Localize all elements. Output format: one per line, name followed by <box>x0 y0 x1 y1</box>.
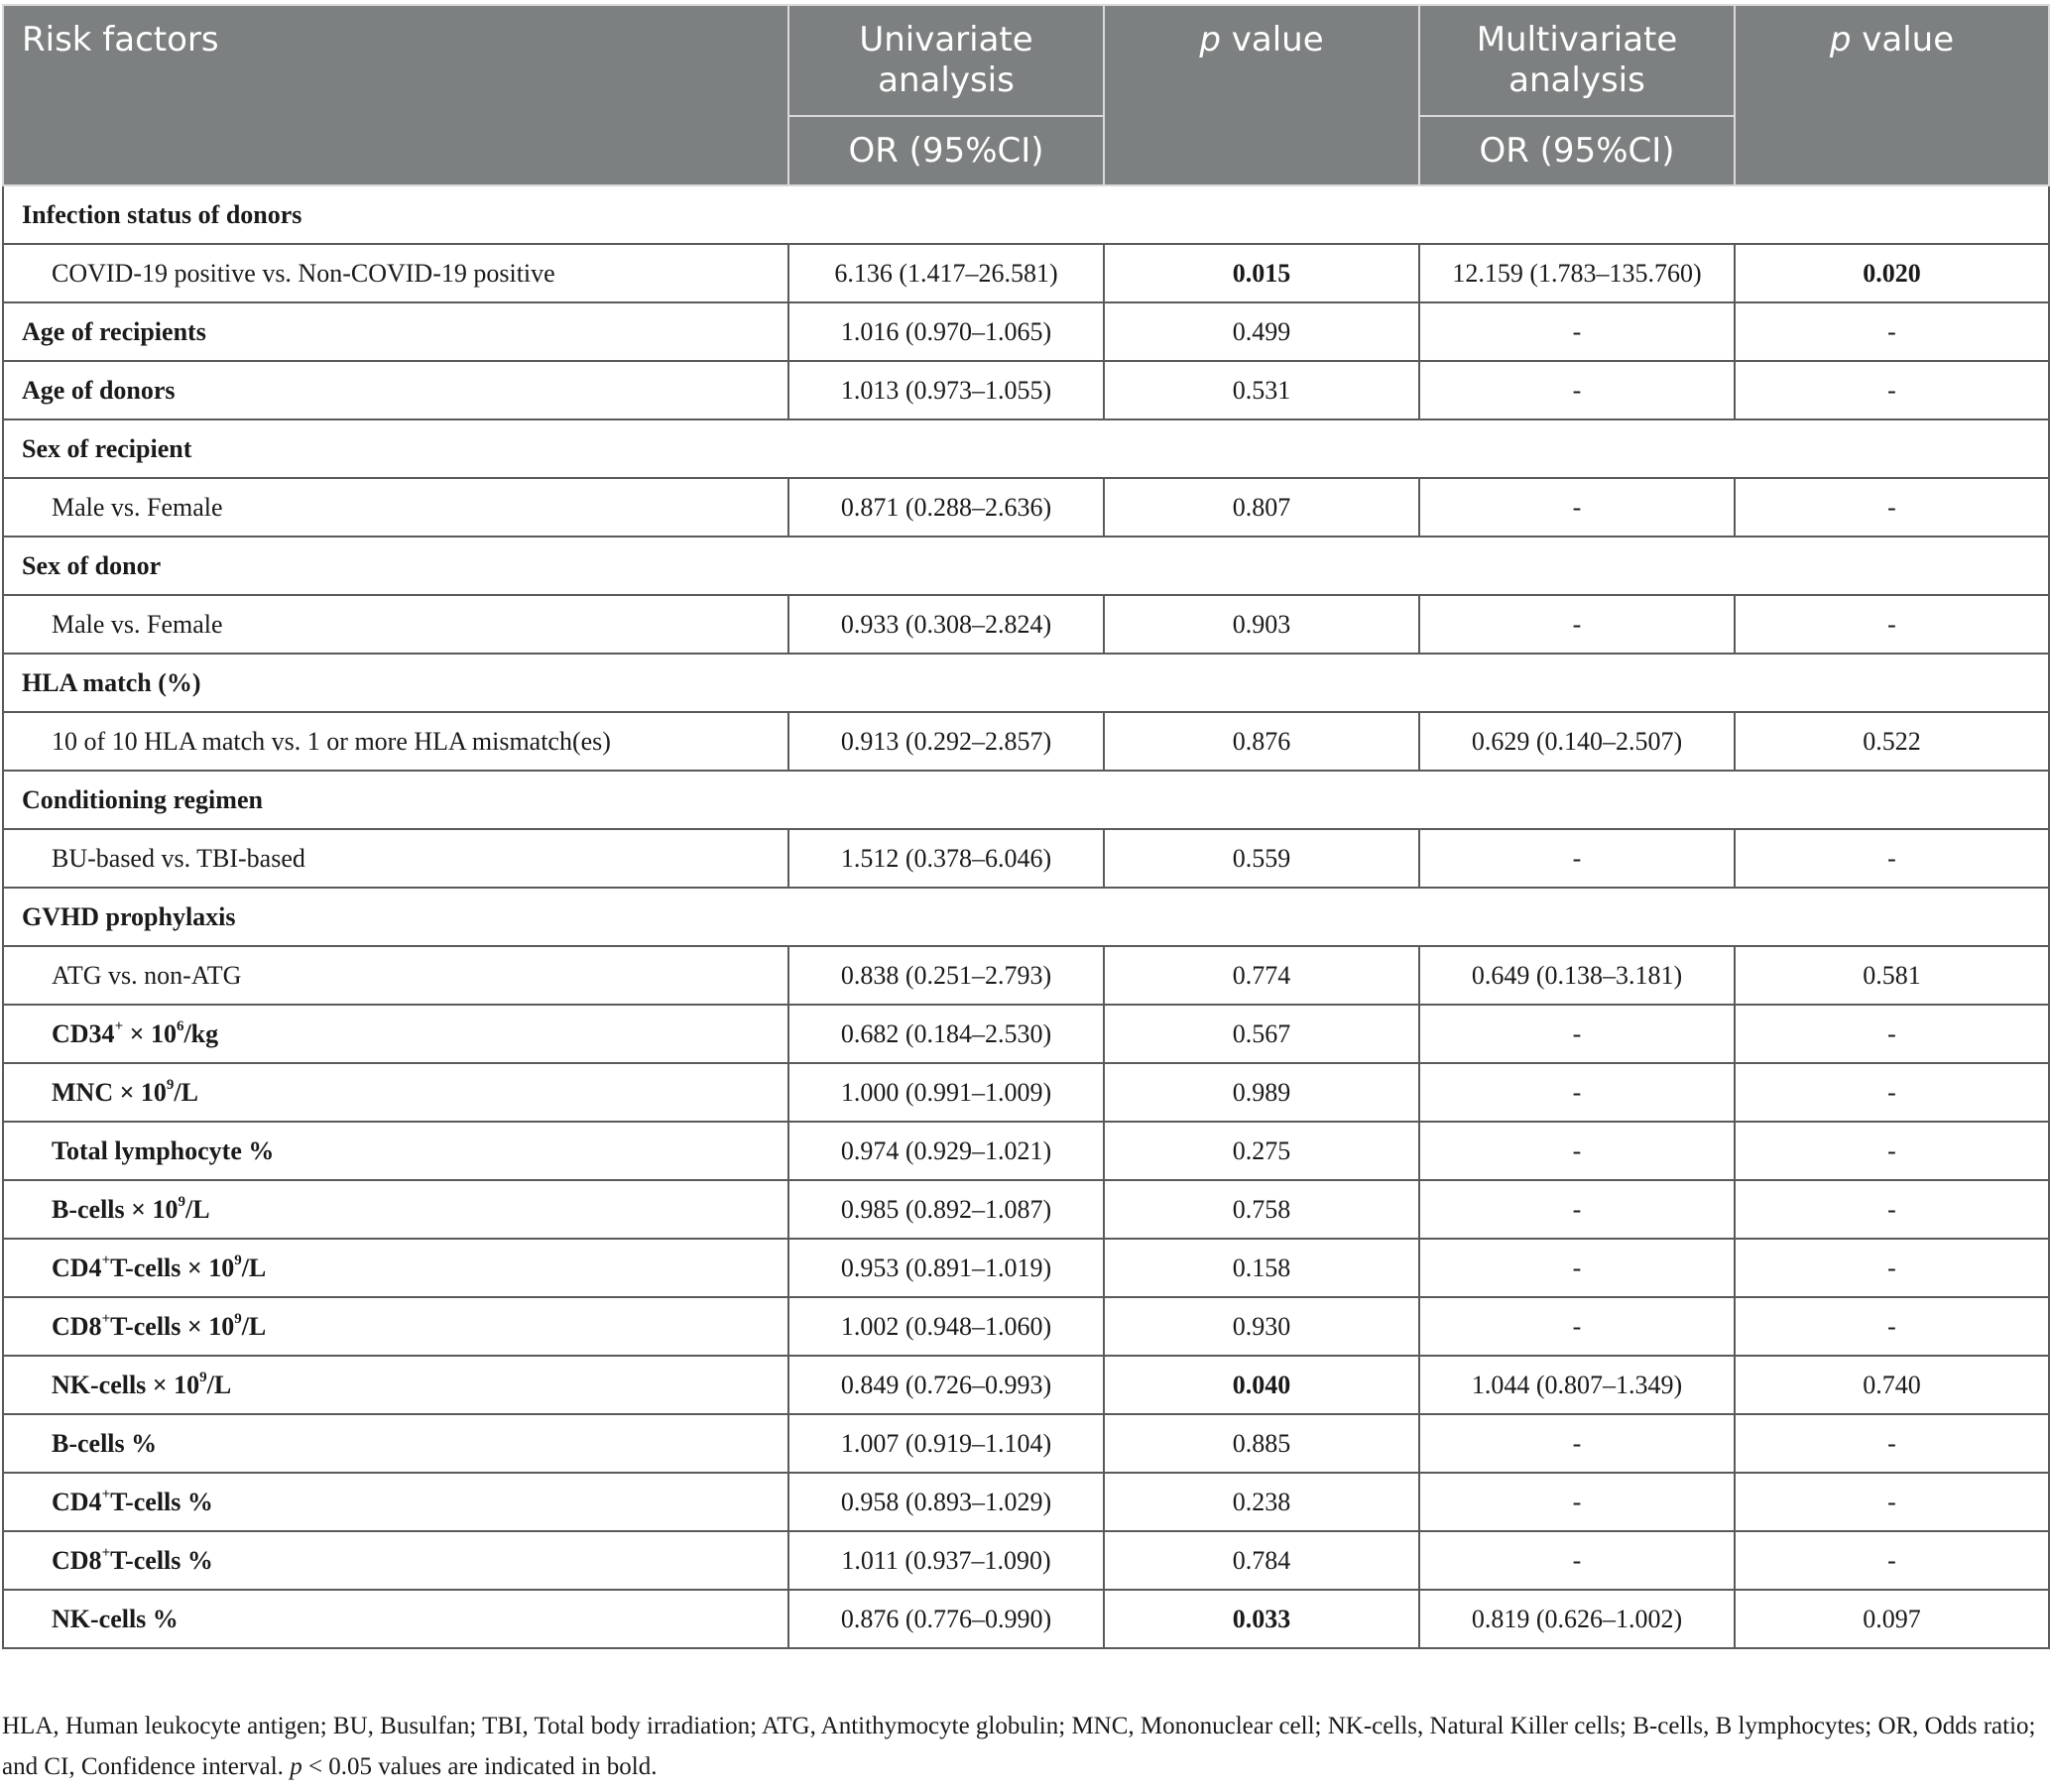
section-row <box>3 185 2049 244</box>
multivariate-p: - <box>1735 1473 2049 1531</box>
section-row <box>3 771 2049 829</box>
table-row <box>3 244 2049 302</box>
table-row <box>3 946 2049 1005</box>
multivariate-or: - <box>1419 829 1735 888</box>
section-label: Conditioning regimen <box>3 771 788 829</box>
multivariate-p: 0.522 <box>1735 712 2049 771</box>
row-label: Total lymphocyte % <box>3 1122 788 1180</box>
table-row <box>3 302 2049 361</box>
row-label: ATG vs. non-ATG <box>3 946 788 1005</box>
header-multivariate-analysis: Multivariate analysis <box>1419 5 1735 116</box>
univariate-or: 0.682 (0.184–2.530) <box>788 1005 1104 1063</box>
footnote-text: HLA, Human leukocyte antigen; BU, Busulfan; TBI, Total body irradiation; ATG, Antithymocyte globulin; MNC, Mononuclear cell; NK-cells, Natural Killer cells; B-cells, B lymphocytes; OR, Odds ratio; and CI, Confidence interval. <box>2 1713 2036 1780</box>
table-row <box>3 712 2049 771</box>
multivariate-p: - <box>1735 595 2049 654</box>
univariate-or: 1.002 (0.948–1.060) <box>788 1297 1104 1356</box>
footnote-p-italic: p <box>290 1753 302 1780</box>
multivariate-or: - <box>1419 1531 1735 1590</box>
multivariate-p: - <box>1735 361 2049 419</box>
section-label: Sex of donor <box>3 537 788 595</box>
multivariate-p: - <box>1735 1005 2049 1063</box>
multivariate-or: - <box>1419 1414 1735 1473</box>
univariate-p: 0.275 <box>1104 1122 1419 1180</box>
section-label: Infection status of donors <box>3 185 788 244</box>
header-risk-factors: Risk factors <box>3 5 788 185</box>
multivariate-p: - <box>1735 829 2049 888</box>
univariate-p: 0.531 <box>1104 361 1419 419</box>
row-label: COVID-19 positive vs. Non-COVID-19 positive <box>3 244 788 302</box>
table-row <box>3 1122 2049 1180</box>
header-p-value-text: value <box>1220 20 1324 60</box>
univariate-or: 6.136 (1.417–26.581) <box>788 244 1104 302</box>
univariate-p: 0.567 <box>1104 1005 1419 1063</box>
header-p-value-multivariate <box>1735 5 2049 185</box>
row-label: 10 of 10 HLA match vs. 1 or more HLA mismatch(es) <box>3 712 788 771</box>
multivariate-or: - <box>1419 595 1735 654</box>
table-row <box>3 1180 2049 1239</box>
univariate-or: 1.007 (0.919–1.104) <box>788 1414 1104 1473</box>
univariate-or: 0.953 (0.891–1.019) <box>788 1239 1104 1297</box>
header-p-value-text: value <box>1851 20 1955 60</box>
multivariate-p: 0.097 <box>1735 1590 2049 1648</box>
row-label: $CD34^+ \times 10^6/kg$ <box>3 1005 788 1063</box>
section-row <box>3 419 2049 478</box>
multivariate-p: - <box>1735 1297 2049 1356</box>
row-label: Age of recipients <box>3 302 788 361</box>
table-row <box>3 829 2049 888</box>
univariate-p: 0.774 <box>1104 946 1419 1005</box>
univariate-or: 1.512 (0.378–6.046) <box>788 829 1104 888</box>
table-row <box>3 595 2049 654</box>
univariate-p: 0.559 <box>1104 829 1419 888</box>
section-row <box>3 888 2049 946</box>
header-or-ci-univariate: OR (95%CI) <box>788 116 1104 185</box>
univariate-or: 1.000 (0.991–1.009) <box>788 1063 1104 1122</box>
table-footnote <box>2 1706 2045 1787</box>
row-label: MNC × $10^9/L$ <box>3 1063 788 1122</box>
section-label: HLA match (%) <box>3 654 788 712</box>
multivariate-or: 0.649 (0.138–3.181) <box>1419 946 1735 1005</box>
multivariate-or: - <box>1419 1239 1735 1297</box>
multivariate-or: 0.629 (0.140–2.507) <box>1419 712 1735 771</box>
header-univariate-analysis: Univariate analysis <box>788 5 1104 116</box>
univariate-p: 0.499 <box>1104 302 1419 361</box>
row-label: CD4+T-cells × $10^9/L$ <box>3 1239 788 1297</box>
row-label: CD4+T-cells % <box>3 1473 788 1531</box>
table-row <box>3 1531 2049 1590</box>
table-header <box>3 5 2049 185</box>
univariate-or: 0.871 (0.288–2.636) <box>788 478 1104 537</box>
univariate-or: 0.985 (0.892–1.087) <box>788 1180 1104 1239</box>
multivariate-or: - <box>1419 1297 1735 1356</box>
section-label: GVHD prophylaxis <box>3 888 788 946</box>
univariate-or: 0.974 (0.929–1.021) <box>788 1122 1104 1180</box>
table-row <box>3 1297 2049 1356</box>
table-row <box>3 1239 2049 1297</box>
univariate-p: 0.033 <box>1104 1590 1419 1648</box>
table-row <box>3 1414 2049 1473</box>
row-label: B-cells % <box>3 1414 788 1473</box>
table-row <box>3 478 2049 537</box>
multivariate-or: - <box>1419 478 1735 537</box>
univariate-p: 0.238 <box>1104 1473 1419 1531</box>
univariate-p: 0.015 <box>1104 244 1419 302</box>
univariate-p: 0.930 <box>1104 1297 1419 1356</box>
univariate-p: 0.758 <box>1104 1180 1419 1239</box>
multivariate-p: - <box>1735 1180 2049 1239</box>
row-label: Male vs. Female <box>3 595 788 654</box>
univariate-or: 1.013 (0.973–1.055) <box>788 361 1104 419</box>
header-p-italic: p <box>1829 20 1852 60</box>
table-row <box>3 1473 2049 1531</box>
row-label: CD8+T-cells % <box>3 1531 788 1590</box>
row-label: NK-cells % <box>3 1590 788 1648</box>
multivariate-p: - <box>1735 302 2049 361</box>
univariate-or: 0.876 (0.776–0.990) <box>788 1590 1104 1648</box>
header-or-ci-multivariate: OR (95%CI) <box>1419 116 1735 185</box>
section-row <box>3 537 2049 595</box>
univariate-or: 0.838 (0.251–2.793) <box>788 946 1104 1005</box>
univariate-p: 0.903 <box>1104 595 1419 654</box>
multivariate-or: 0.819 (0.626–1.002) <box>1419 1590 1735 1648</box>
multivariate-or: - <box>1419 361 1735 419</box>
multivariate-or: 1.044 (0.807–1.349) <box>1419 1356 1735 1414</box>
multivariate-p: - <box>1735 1414 2049 1473</box>
univariate-p: 0.885 <box>1104 1414 1419 1473</box>
section-label: Sex of recipient <box>3 419 788 478</box>
multivariate-p: 0.740 <box>1735 1356 2049 1414</box>
univariate-p: 0.158 <box>1104 1239 1419 1297</box>
univariate-p: 0.876 <box>1104 712 1419 771</box>
multivariate-p: - <box>1735 1063 2049 1122</box>
row-label: Male vs. Female <box>3 478 788 537</box>
multivariate-or: - <box>1419 1180 1735 1239</box>
row-label: BU-based vs. TBI-based <box>3 829 788 888</box>
multivariate-or: - <box>1419 1473 1735 1531</box>
univariate-p: 0.807 <box>1104 478 1419 537</box>
multivariate-or: - <box>1419 1005 1735 1063</box>
multivariate-p: 0.581 <box>1735 946 2049 1005</box>
table-row <box>3 1590 2049 1648</box>
univariate-p: 0.989 <box>1104 1063 1419 1122</box>
footnote-tail: < 0.05 values are indicated in bold. <box>301 1753 658 1780</box>
multivariate-or: - <box>1419 1122 1735 1180</box>
header-p-italic: p <box>1199 20 1221 60</box>
univariate-p: 0.784 <box>1104 1531 1419 1590</box>
header-p-value-univariate <box>1104 5 1419 185</box>
multivariate-p: - <box>1735 1239 2049 1297</box>
risk-factors-table <box>2 4 2050 1649</box>
table-row <box>3 1356 2049 1414</box>
table-row <box>3 361 2049 419</box>
multivariate-p: - <box>1735 1531 2049 1590</box>
univariate-or: 1.011 (0.937–1.090) <box>788 1531 1104 1590</box>
table-row <box>3 1005 2049 1063</box>
row-label: CD8+T-cells × $10^9/L$ <box>3 1297 788 1356</box>
univariate-or: 0.849 (0.726–0.993) <box>788 1356 1104 1414</box>
multivariate-or: - <box>1419 1063 1735 1122</box>
multivariate-or: 12.159 (1.783–135.760) <box>1419 244 1735 302</box>
univariate-p: 0.040 <box>1104 1356 1419 1414</box>
multivariate-p: - <box>1735 1122 2049 1180</box>
row-label: Age of donors <box>3 361 788 419</box>
univariate-or: 0.913 (0.292–2.857) <box>788 712 1104 771</box>
multivariate-p: 0.020 <box>1735 244 2049 302</box>
univariate-or: 1.016 (0.970–1.065) <box>788 302 1104 361</box>
section-row <box>3 654 2049 712</box>
row-label: B-cells × $10^9/L$ <box>3 1180 788 1239</box>
table-row <box>3 1063 2049 1122</box>
multivariate-p: - <box>1735 478 2049 537</box>
row-label: NK-cells × $10^9/L$ <box>3 1356 788 1414</box>
multivariate-or: - <box>1419 302 1735 361</box>
univariate-or: 0.933 (0.308–2.824) <box>788 595 1104 654</box>
univariate-or: 0.958 (0.893–1.029) <box>788 1473 1104 1531</box>
